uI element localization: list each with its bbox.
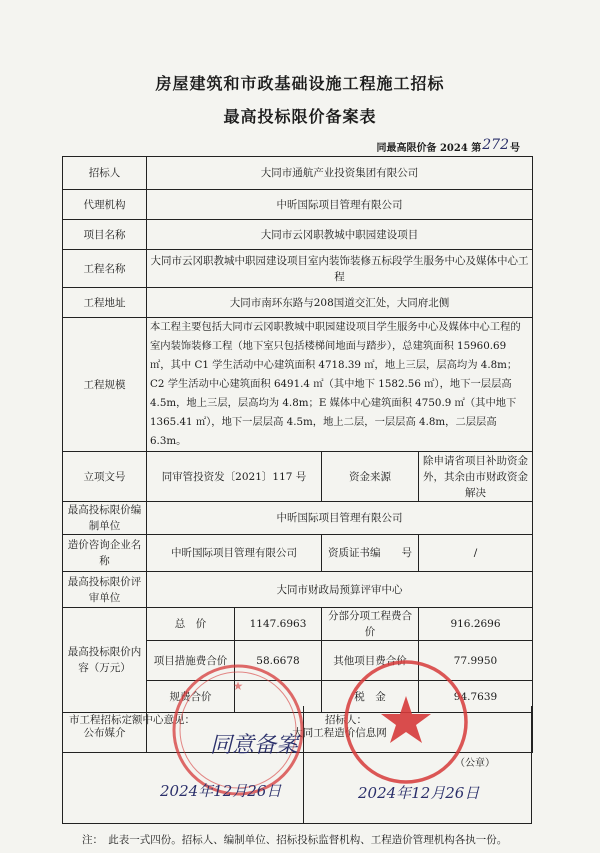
engineering-value: 大同市云冈职教城中职园建设项目室内装饰装修五标段学生服务中心及媒体中心工程 xyxy=(147,250,533,288)
agency-label: 代理机构 xyxy=(63,190,147,220)
record-prefix: 同最高限价备 2024 第 xyxy=(376,143,482,154)
subitem-value: 916.2696 xyxy=(419,608,533,641)
project-value: 大同市云冈职教城中职园建设项目 xyxy=(147,220,533,250)
subitem-label: 分部分项工程费合价 xyxy=(322,608,419,641)
content-label: 最高投标限价内容（万元） xyxy=(63,608,147,713)
approval-value: 同审管投资发〔2021〕117 号 xyxy=(147,452,322,502)
table-row xyxy=(63,190,533,220)
funding-label: 资金来源 xyxy=(322,452,419,502)
footnote: 注： 此表一式四份。招标人、编制单位、招标投标监督机构、工程造价管理机构各执一份。 xyxy=(82,834,508,846)
publish-value: 大同工程造价信息网 xyxy=(147,713,533,753)
other-value: 77.9950 xyxy=(419,641,533,681)
funding-value: 除申请省项目补助资金外，其余由市财政资金解决 xyxy=(419,452,533,502)
document-title: 房屋建筑和市政基础设施工程施工招标 xyxy=(155,74,445,93)
agency-value: 中昕国际项目管理有限公司 xyxy=(147,190,533,220)
table-row xyxy=(63,157,533,190)
record-suffix: 号 xyxy=(510,143,520,154)
table-row xyxy=(63,452,533,502)
approval-label: 立项文号 xyxy=(63,452,147,502)
other-label: 其他项目费合价 xyxy=(322,641,419,681)
consult-value: 中昕国际项目管理有限公司 xyxy=(147,535,322,572)
measures-value: 58.6678 xyxy=(235,641,322,681)
scale-value: 本工程主要包括大同市云冈职教城中职园建设项目学生服务中心及媒体中心工程的室内装饰装修工程（地下室只包括楼梯间地面与踏步），总建筑面积 15960.69 ㎡，其中 C1 学生活动中心建筑面积 4718.39 ㎡，地上三层，层高均为 4.8m；C2 学生活动中心建筑面积 6491.4 ㎡（其中地下 1582.56 ㎡），地下一层层高 4.5m，地上三层，层高均为 4.8m；E 媒体中心建筑面积 4750.9 ㎡（其中地下 1365.41 ㎡），地下一层层高 4.5m，地上二层，一层层高 4.8m，二层层高 6.3m。 xyxy=(147,318,533,452)
tenderer-value: 大同市通航产业投资集团有限公司 xyxy=(147,157,533,190)
document-subtitle: 最高投标限价备案表 xyxy=(223,107,377,126)
table-row xyxy=(63,608,533,641)
cert-value: / xyxy=(419,535,533,572)
total-value: 1147.6963 xyxy=(235,608,322,641)
table-row xyxy=(63,502,533,535)
table-row xyxy=(63,535,533,572)
measures-label: 项目措施费合价 xyxy=(147,641,235,681)
publish-label: 公布媒介 xyxy=(63,713,147,753)
svg-text:★: ★ xyxy=(232,679,244,693)
table-row xyxy=(63,572,533,608)
tenderer-label: 招标人 xyxy=(63,157,147,190)
record-number-handwritten: 272 xyxy=(482,137,509,153)
review-value: 大同市财政局预算评审中心 xyxy=(147,572,533,608)
approval-handwriting: 同意备案 xyxy=(210,733,299,758)
review-label: 最高投标限价评审单位 xyxy=(63,572,147,608)
scale-label: 工程规模 xyxy=(63,318,147,452)
tenderer-sign-label: 招标人： xyxy=(325,714,367,726)
compiler-value: 中昕国际项目管理有限公司 xyxy=(147,502,533,535)
center-opinion-label: 市工程招标定额中心意见： xyxy=(69,714,195,726)
approval-date: 2024年12月26日 xyxy=(160,782,282,800)
table-row xyxy=(63,288,533,318)
record-number xyxy=(376,139,520,155)
tax-label: 税 金 xyxy=(322,681,419,713)
tenderer-seal-icon xyxy=(340,656,472,788)
cert-label: 资质证书编 号 xyxy=(322,535,419,572)
compiler-label: 最高投标限价编制单位 xyxy=(63,502,147,535)
tax-value: 94.7639 xyxy=(419,681,533,713)
table-row xyxy=(63,220,533,250)
table-row xyxy=(63,250,533,288)
tenderer-date: 2024年12月26日 xyxy=(358,784,480,802)
table-row xyxy=(63,318,533,452)
consult-label: 造价咨询企业名称 xyxy=(63,535,147,572)
address-value: 大同市南环东路与208国道交汇处，大同府北侧 xyxy=(147,288,533,318)
address-label: 工程地址 xyxy=(63,288,147,318)
official-seal-note: （公章） xyxy=(455,758,495,769)
total-label: 总 价 xyxy=(147,608,235,641)
project-label: 项目名称 xyxy=(63,220,147,250)
engineering-label: 工程名称 xyxy=(63,250,147,288)
fees-label: 规费合价 xyxy=(147,681,235,713)
